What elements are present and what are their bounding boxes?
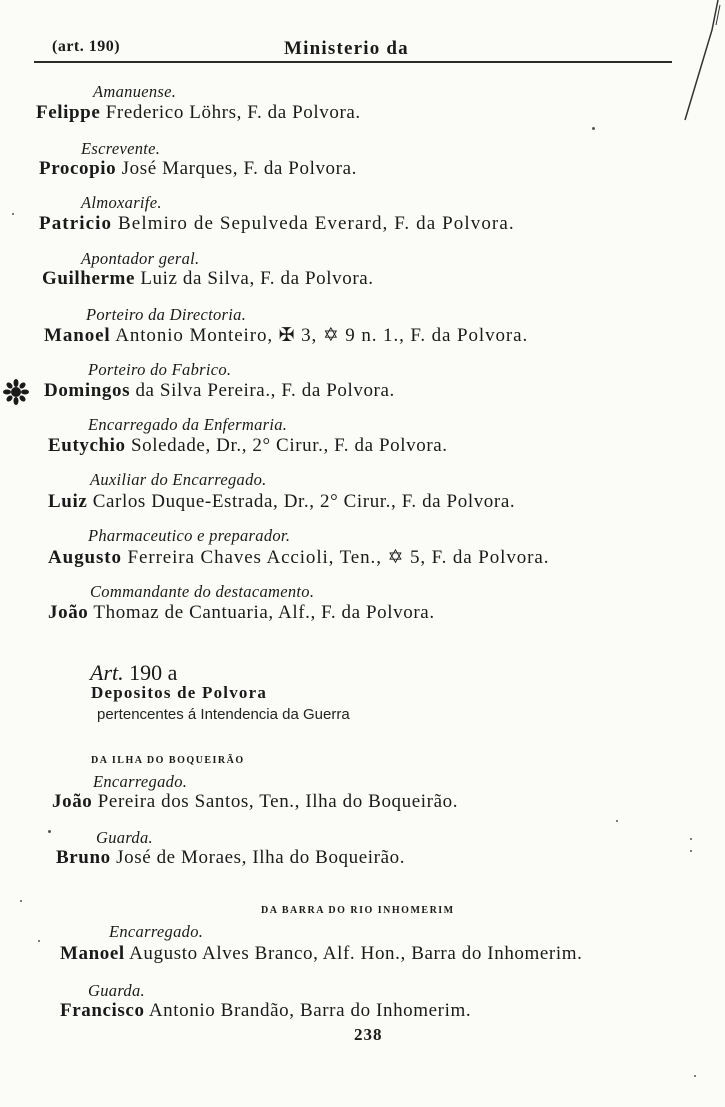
article-subtitle: pertencentes á Intendencia da Guerra <box>97 706 350 723</box>
speck <box>48 830 51 833</box>
name-first-word: Luiz <box>48 491 88 512</box>
person-name: Luiz Carlos Duque-Estrada, Dr., 2° Cirur., F. da Polvora. <box>48 491 516 512</box>
person-name: Patricio Belmiro de Sepulveda Everard, F. da Polvora. <box>39 213 515 234</box>
role-title: Escrevente. <box>81 139 161 158</box>
speck <box>12 213 14 215</box>
person-name: Manoel Antonio Monteiro, ✠ 3, ✡ 9 n. 1., F. da Polvora. <box>44 325 529 346</box>
role-title: Apontador geral. <box>81 249 200 268</box>
speck <box>592 127 595 130</box>
name-first-word: João <box>52 791 93 812</box>
speck <box>38 940 40 942</box>
person-name: Francisco Antonio Brandão, Barra do Inhomerim. <box>60 1000 472 1021</box>
ornament-icon <box>3 379 29 405</box>
person-name: Augusto Ferreira Chaves Accioli, Ten., ✡ 5, F. da Polvora. <box>48 547 550 568</box>
name-first-word: Procopio <box>39 158 117 179</box>
speck <box>694 1075 696 1077</box>
scan-edge-mark <box>640 0 725 160</box>
person-name: Domingos da Silva Pereira., F. da Polvora. <box>44 380 395 401</box>
person-name: Manoel Augusto Alves Branco, Alf. Hon., Barra do Inhomerim. <box>60 943 583 964</box>
name-first-word: Augusto <box>48 547 122 568</box>
name-first-word: Manoel <box>44 325 111 346</box>
section-heading: DA ILHA DO BOQUEIRÃO <box>91 755 245 766</box>
name-first-word: Francisco <box>60 1000 145 1021</box>
role-title: Encarregado da Enfermaria. <box>88 415 288 434</box>
person-name: Guilherme Luiz da Silva, F. da Polvora. <box>42 268 374 289</box>
article-number: 190 a <box>129 660 178 685</box>
person-name: Eutychio Soledade, Dr., 2° Cirur., F. da Polvora. <box>48 435 448 456</box>
name-first-word: Manoel <box>60 943 125 964</box>
speck <box>20 900 22 902</box>
role-title: Amanuense. <box>93 82 177 101</box>
role-title: Guarda. <box>96 828 153 847</box>
name-first-word: Felippe <box>36 102 101 123</box>
section-heading: DA BARRA DO RIO INHOMERIM <box>261 905 455 916</box>
header-rule <box>34 61 672 63</box>
role-title: Porteiro da Directoria. <box>86 305 247 324</box>
speck <box>690 850 692 852</box>
running-head-title: Ministerio da <box>284 38 409 59</box>
person-name: Bruno José de Moraes, Ilha do Boqueirão. <box>56 847 406 868</box>
role-title: Encarregado. <box>93 772 188 791</box>
name-first-word: Eutychio <box>48 435 126 456</box>
person-name: Felippe Frederico Löhrs, F. da Polvora. <box>36 102 361 123</box>
person-name: João Pereira dos Santos, Ten., Ilha do Boqueirão. <box>52 791 459 812</box>
role-title: Pharmaceutico e preparador. <box>88 526 291 545</box>
running-head-article: (art. 190) <box>52 38 121 55</box>
page-number: 238 <box>354 1025 383 1044</box>
name-first-word: Guilherme <box>42 268 135 289</box>
person-name: João Thomaz de Cantuaria, Alf., F. da Polvora. <box>48 602 435 623</box>
name-first-word: Domingos <box>44 380 131 401</box>
role-title: Guarda. <box>88 981 145 1000</box>
role-title: Porteiro do Fabrico. <box>88 360 232 379</box>
person-name: Procopio José Marques, F. da Polvora. <box>39 158 357 179</box>
speck <box>616 820 618 822</box>
article-label: Art. <box>90 660 124 685</box>
name-first-word: Bruno <box>56 847 111 868</box>
role-title: Commandante do destacamento. <box>90 582 315 601</box>
speck <box>690 838 692 840</box>
role-title: Almoxarife. <box>81 193 162 212</box>
name-first-word: João <box>48 602 89 623</box>
name-first-word: Patricio <box>39 213 113 234</box>
role-title: Encarregado. <box>109 922 204 941</box>
role-title: Auxiliar do Encarregado. <box>90 470 267 489</box>
article-title: Depositos de Polvora <box>91 683 268 702</box>
